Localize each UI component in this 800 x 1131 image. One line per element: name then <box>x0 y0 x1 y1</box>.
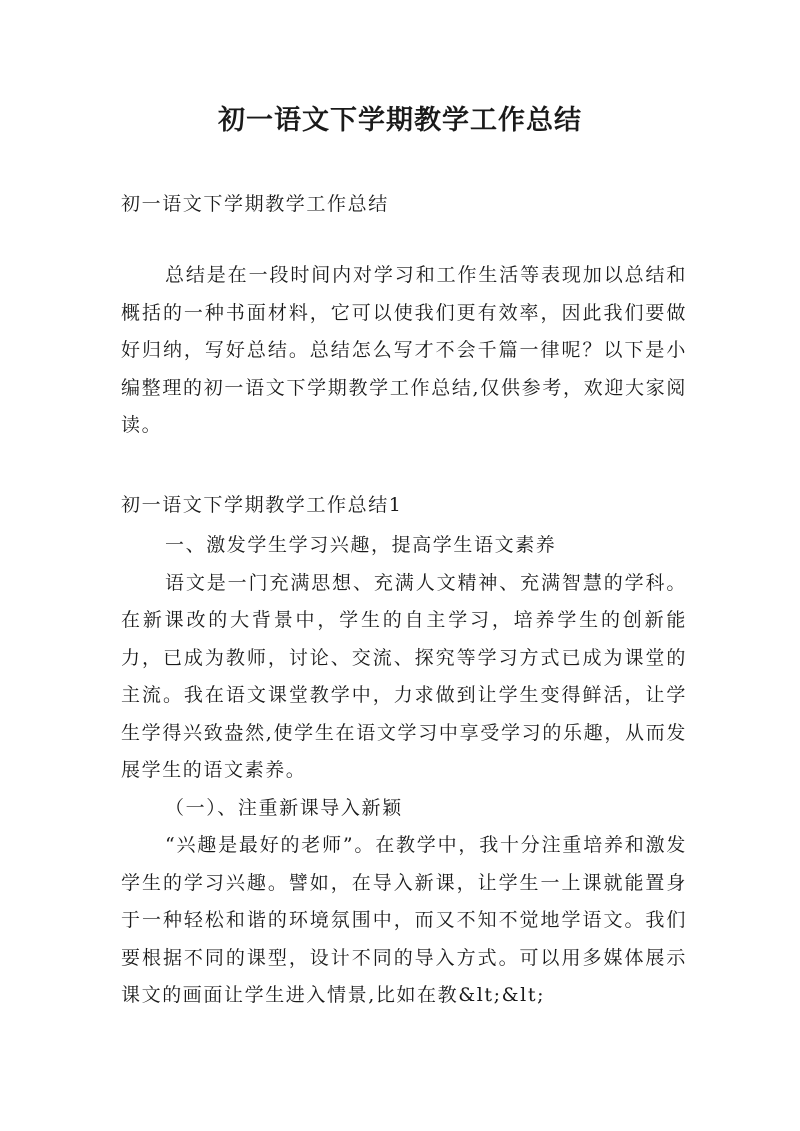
subheading-one: （一）、注重新课导入新颖 <box>165 796 403 819</box>
document-title: 初一语文下学期教学工作总结 <box>218 105 582 136</box>
heading-one: 一、激发学生学习兴趣，提高学生语文素养 <box>165 534 557 556</box>
section-title: 初一语文下学期教学工作总结1 <box>121 494 403 516</box>
document-subtitle: 初一语文下学期教学工作总结 <box>121 193 389 215</box>
paragraph-two: “兴趣是最好的老师”。在教学中，我十分注重培养和激发学生的学习兴趣。譬如，在导入新课，让学生一上课就能置身于一种轻松和谐的环境氛围中，而又不知不觉地学语文。我们要根据不同的课型，设计不同的导入方式。可以用多媒体展示课文的画面让学生进入情景,比如在教&lt;&lt; <box>121 834 687 1006</box>
section-body <box>121 527 687 1015</box>
intro-paragraph: 总结是在一段时间内对学习和工作生活等表现加以总结和概括的一种书面材料，它可以使我们更有效率，因此我们要做好归纳，写好总结。总结怎么写才不会千篇一律呢？以下是小编整理的初一语文下学期教学工作总结,仅供参考，欢迎大家阅读。 <box>121 264 687 436</box>
paragraph-one: 语文是一门充满思想、充满人文精神、充满智慧的学科。在新课改的大背景中，学生的自主学习，培养学生的创新能力，已成为教师，讨论、交流、探究等学习方式已成为课堂的主流。我在语文课堂教学中，力求做到让学生变得鲜活，让学生学得兴致盎然,使学生在语文学习中享受学习的乐趣，从而发展学生的语文素养。 <box>121 571 687 781</box>
